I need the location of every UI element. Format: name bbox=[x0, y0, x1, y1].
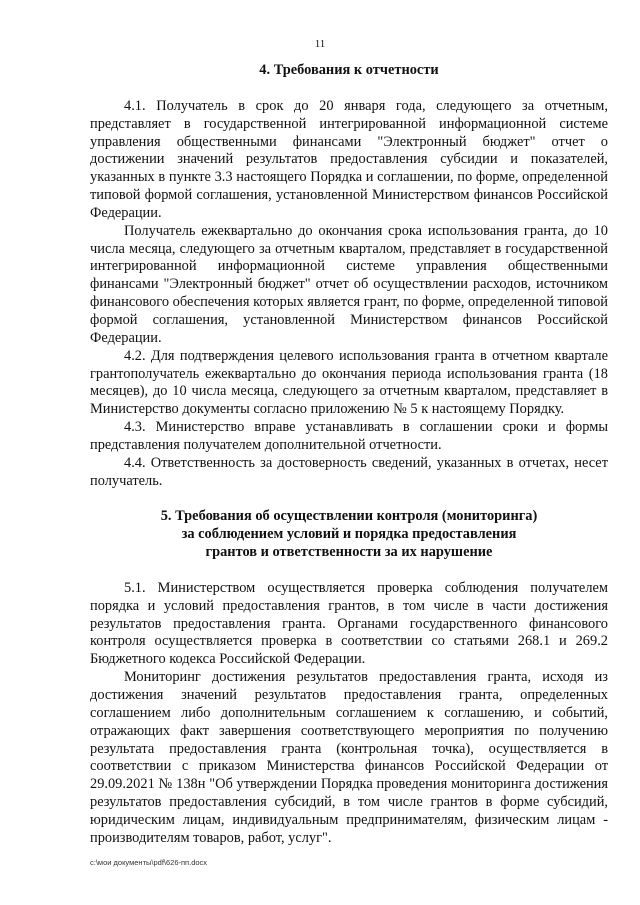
section-5-title-line-2: за соблюдением условий и порядка предоставления bbox=[181, 526, 517, 543]
section-4-title: 4. Требования к отчетности bbox=[259, 62, 439, 78]
footer-file-path: c:\мои документы\pdf\626-пп.docx bbox=[90, 858, 208, 867]
paragraph-5-1: 5.1. Министерством осуществляется проверка соблюдения получателем порядка и условий предоставления грантов, в том числе в части достижения результатов предоставления гранта. Органами государственного финансового контроля осуществляется проверка в соответствии со статьями 268.1 и 269.2 Бюджетного кодекса Российской Федерации. bbox=[90, 579, 608, 668]
paragraph-4-1-quarterly: Получатель ежеквартально до окончания срока использования гранта, до 10 числа месяца, следующего за отчетным кварталом, представляет в государственной интегрированной информационной системе управления общественными финансами "Электронный бюджет" отчет об осуществлении расходов, источником финансового обеспечения которых является грант, по форме, определенной типовой формой соглашения, установленной Министерством финансов Российской Федерации. bbox=[90, 222, 608, 346]
document-body bbox=[90, 62, 608, 848]
paragraph-4-2: 4.2. Для подтверждения целевого использования гранта в отчетном квартале грантополучатель ежеквартально до окончания периода использования гранта (18 месяцев), до 10 числа месяца, следующего за отчетным кварталом, представляет в Министерство документы согласно приложению № 5 к настоящему Порядку. bbox=[90, 347, 608, 418]
section-5-title-line-1: 5. Требования об осуществлении контроля (мониторинга) bbox=[160, 508, 538, 525]
section-5-title bbox=[90, 508, 608, 562]
paragraph-4-3: 4.3. Министерство вправе устанавливать в соглашении сроки и формы представления получателем дополнительной отчетности. bbox=[90, 419, 608, 453]
page-number: 11 bbox=[314, 38, 326, 50]
section-5-title-line-3: грантов и ответственности за их нарушение bbox=[205, 544, 493, 561]
paragraph-5-1-monitoring: Мониторинг достижения результатов предоставления гранта, исходя из достижения значений результатов предоставления гранта, определенных соглашением либо дополнительным соглашением к соглашению, и событий, отражающих факт завершения соответствующего мероприятия по получению результата предоставления гранта (контрольная точка), осуществляется в соответствии с приказом Министерства финансов Российской Федерации от 29.09.2021 № 138н "Об утверждении Порядка проведения мониторинга достижения результатов предоставления субсидий, в том числе грантов в форме субсидий, юридическим лицам, индивидуальным предпринимателям, физическим лицам - производителям товаров, работ, услуг". bbox=[90, 669, 608, 846]
paragraph-4-4: 4.4. Ответственность за достоверность сведений, указанных в отчетах, несет получатель. bbox=[90, 454, 608, 489]
paragraph-4-1: 4.1. Получатель в срок до 20 января года, следующего за отчетным, представляет в государственной интегрированной информационной системе управления общественными финансами "Электронный бюджет" отчет о достижении значений результатов предоставления субсидии и показателей, указанных в пункте 3.3 настоящего Порядка и соглашении, по форме, определенной типовой формой соглашения, установленной Министерством финансов Российской Федерации. bbox=[90, 97, 608, 221]
